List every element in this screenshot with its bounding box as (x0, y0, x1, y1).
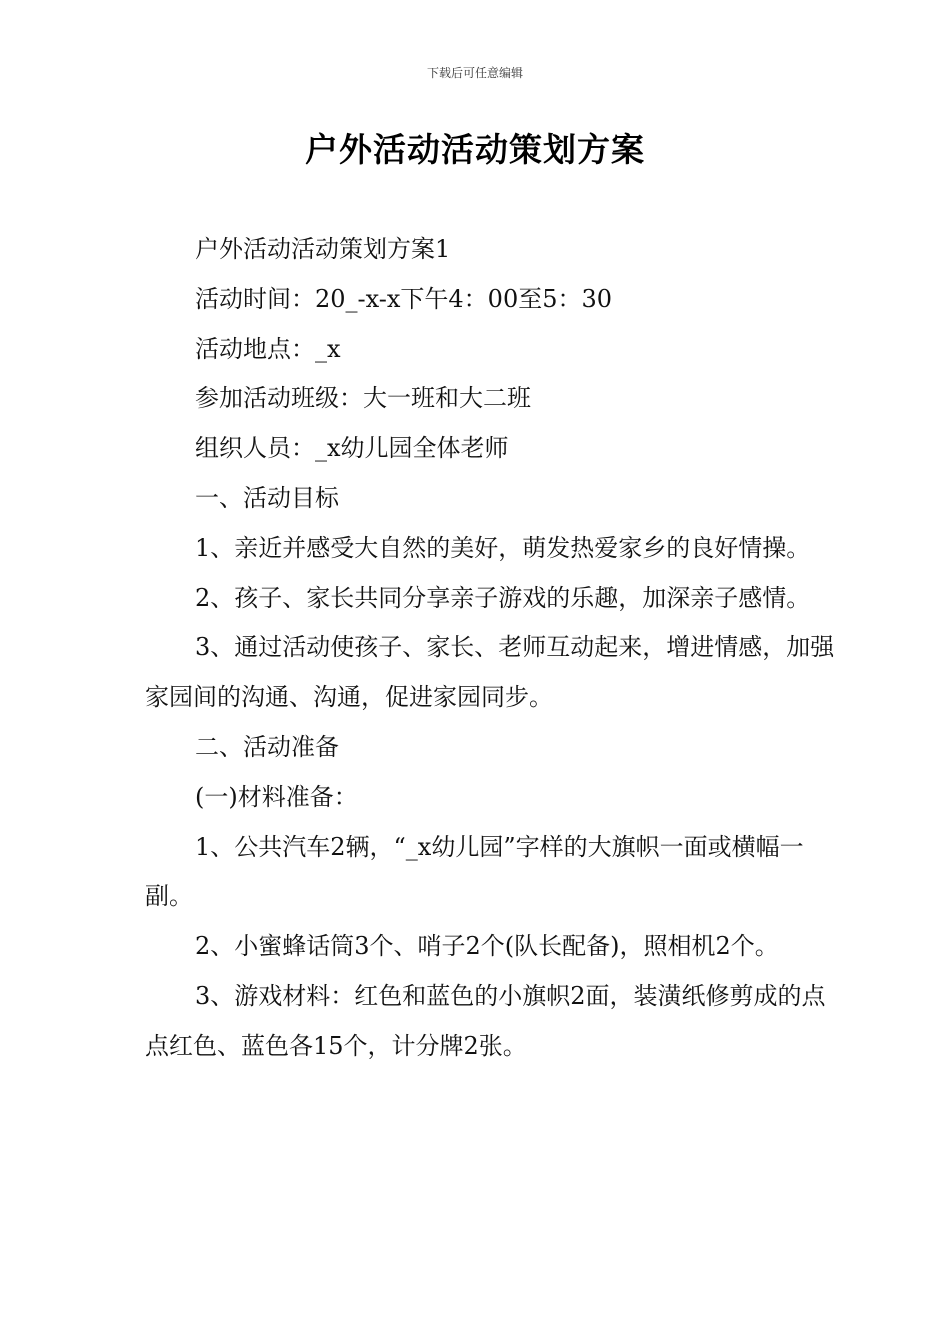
paragraph-goal-2: 2、孩子、家长共同分享亲子游戏的乐趣，加深亲子感情。 (195, 583, 811, 612)
section-heading-preparation: 二、活动准备 (195, 732, 339, 761)
header-note: 下载后可任意编辑 (426, 66, 523, 80)
paragraph-goal-1: 1、亲近并感受大自然的美好，萌发热爱家乡的良好情操。 (195, 533, 811, 562)
section-heading-goals: 一、活动目标 (195, 483, 339, 512)
document-title: 户外活动活动策划方案 (305, 130, 645, 169)
paragraph-subtitle: 户外活动活动策划方案1 (195, 235, 451, 263)
paragraph-material-1: 1、公共汽车2辆，“_x幼儿园”字样的大旗帜一面或横幅一副。 (145, 832, 804, 911)
paragraph-activity-time: 活动时间：20_-x-x下午4：00至5：30 (195, 284, 613, 313)
subsection-heading-materials: (一)材料准备： (195, 782, 358, 811)
paragraph-material-2: 2、小蜜蜂话筒3个、哨子2个(队长配备)，照相机2个。 (195, 932, 779, 961)
paragraph-organizers: 组织人员：_x幼儿园全体老师 (195, 434, 509, 463)
document-body (145, 225, 835, 1072)
paragraph-goal-3: 3、通过活动使孩子、家长、老师互动起来，增进情感，加强家园间的沟通、沟通，促进家园同步。 (145, 633, 835, 712)
paragraph-classes: 参加活动班级：大一班和大二班 (195, 384, 531, 413)
paragraph-material-3: 3、游戏材料：红色和蓝色的小旗帜2面，装潢纸修剪成的点点红色、蓝色各15个，计分牌2张。 (145, 981, 826, 1060)
paragraph-activity-location: 活动地点：_x (195, 334, 341, 363)
